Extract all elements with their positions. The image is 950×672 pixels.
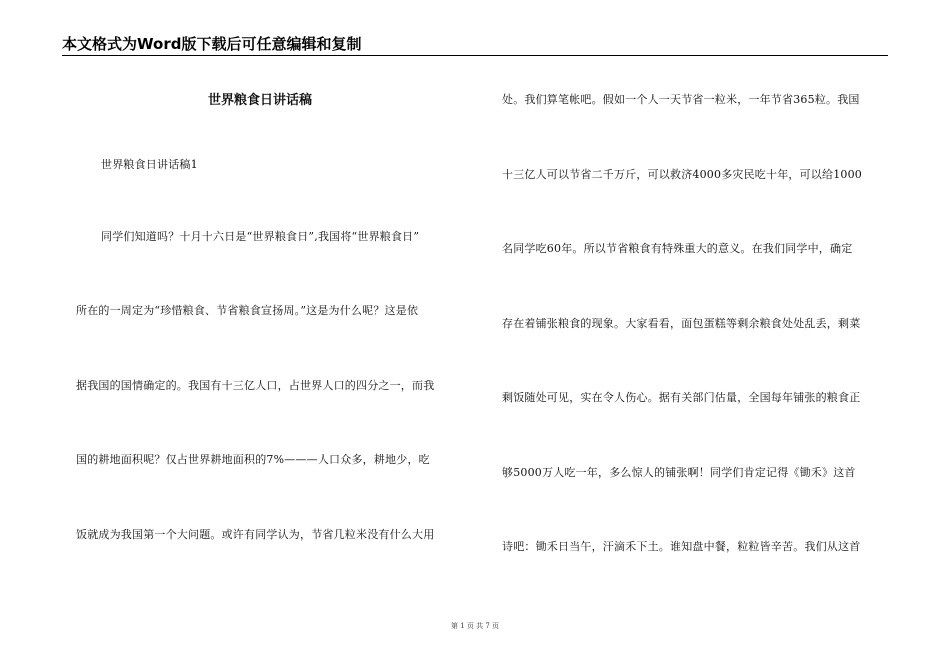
text-line: 同学们知道吗？十月十六日是“世界粮食日”,我国将“世界粮食日” (101, 230, 420, 243)
text-line: 十三亿人可以节省二千万斤，可以救济4000多灾民吃十年，可以给1000 (502, 168, 862, 181)
text-line: 处。我们算笔帐吧。假如一个人一天节省一粒米，一年节省365粒。我国 (502, 93, 860, 106)
document-banner: 本文格式为Word版下载后可任意编辑和复制 (62, 35, 362, 53)
page-indicator: 第 1 页 共 7 页 (450, 622, 500, 630)
header-divider (62, 55, 888, 56)
section-heading: 世界粮食日讲话稿1 (101, 158, 198, 171)
document-title: 世界粮食日讲话稿 (208, 93, 313, 108)
text-line: 诗吧：锄禾日当午，汗滴禾下土。谁知盘中餐，粒粒皆辛苦。我们从这首 (502, 540, 861, 553)
text-line: 所在的一周定为“珍惜粮食、节省粮食宣扬周。”这是为什么呢？这是依 (76, 304, 419, 317)
text-line: 据我国的国情确定的。我国有十三亿人口，占世界人口的四分之一，而我 (76, 379, 435, 392)
text-line: 饭就成为我国第一个大问题。或许有同学认为，节省几粒米没有什么大用 (76, 528, 435, 541)
text-line: 存在着铺张粮食的现象。大家看看，面包蛋糕等剩余粮食处处乱丢，剩菜 (502, 317, 861, 330)
text-line: 剩饭随处可见，实在令人伤心。据有关部门估量，全国每年铺张的粮食正 (502, 391, 861, 404)
text-line: 名同学吃60年。所以节省粮食有特殊重大的意义。在我们同学中，确定 (502, 242, 853, 255)
text-line: 够5000万人吃一年，多么惊人的铺张啊！同学们肯定记得《锄禾》这首 (502, 466, 856, 479)
text-line: 国的耕地面积呢？仅占世界耕地面积的7%———人口众多，耕地少，吃 (76, 453, 430, 466)
